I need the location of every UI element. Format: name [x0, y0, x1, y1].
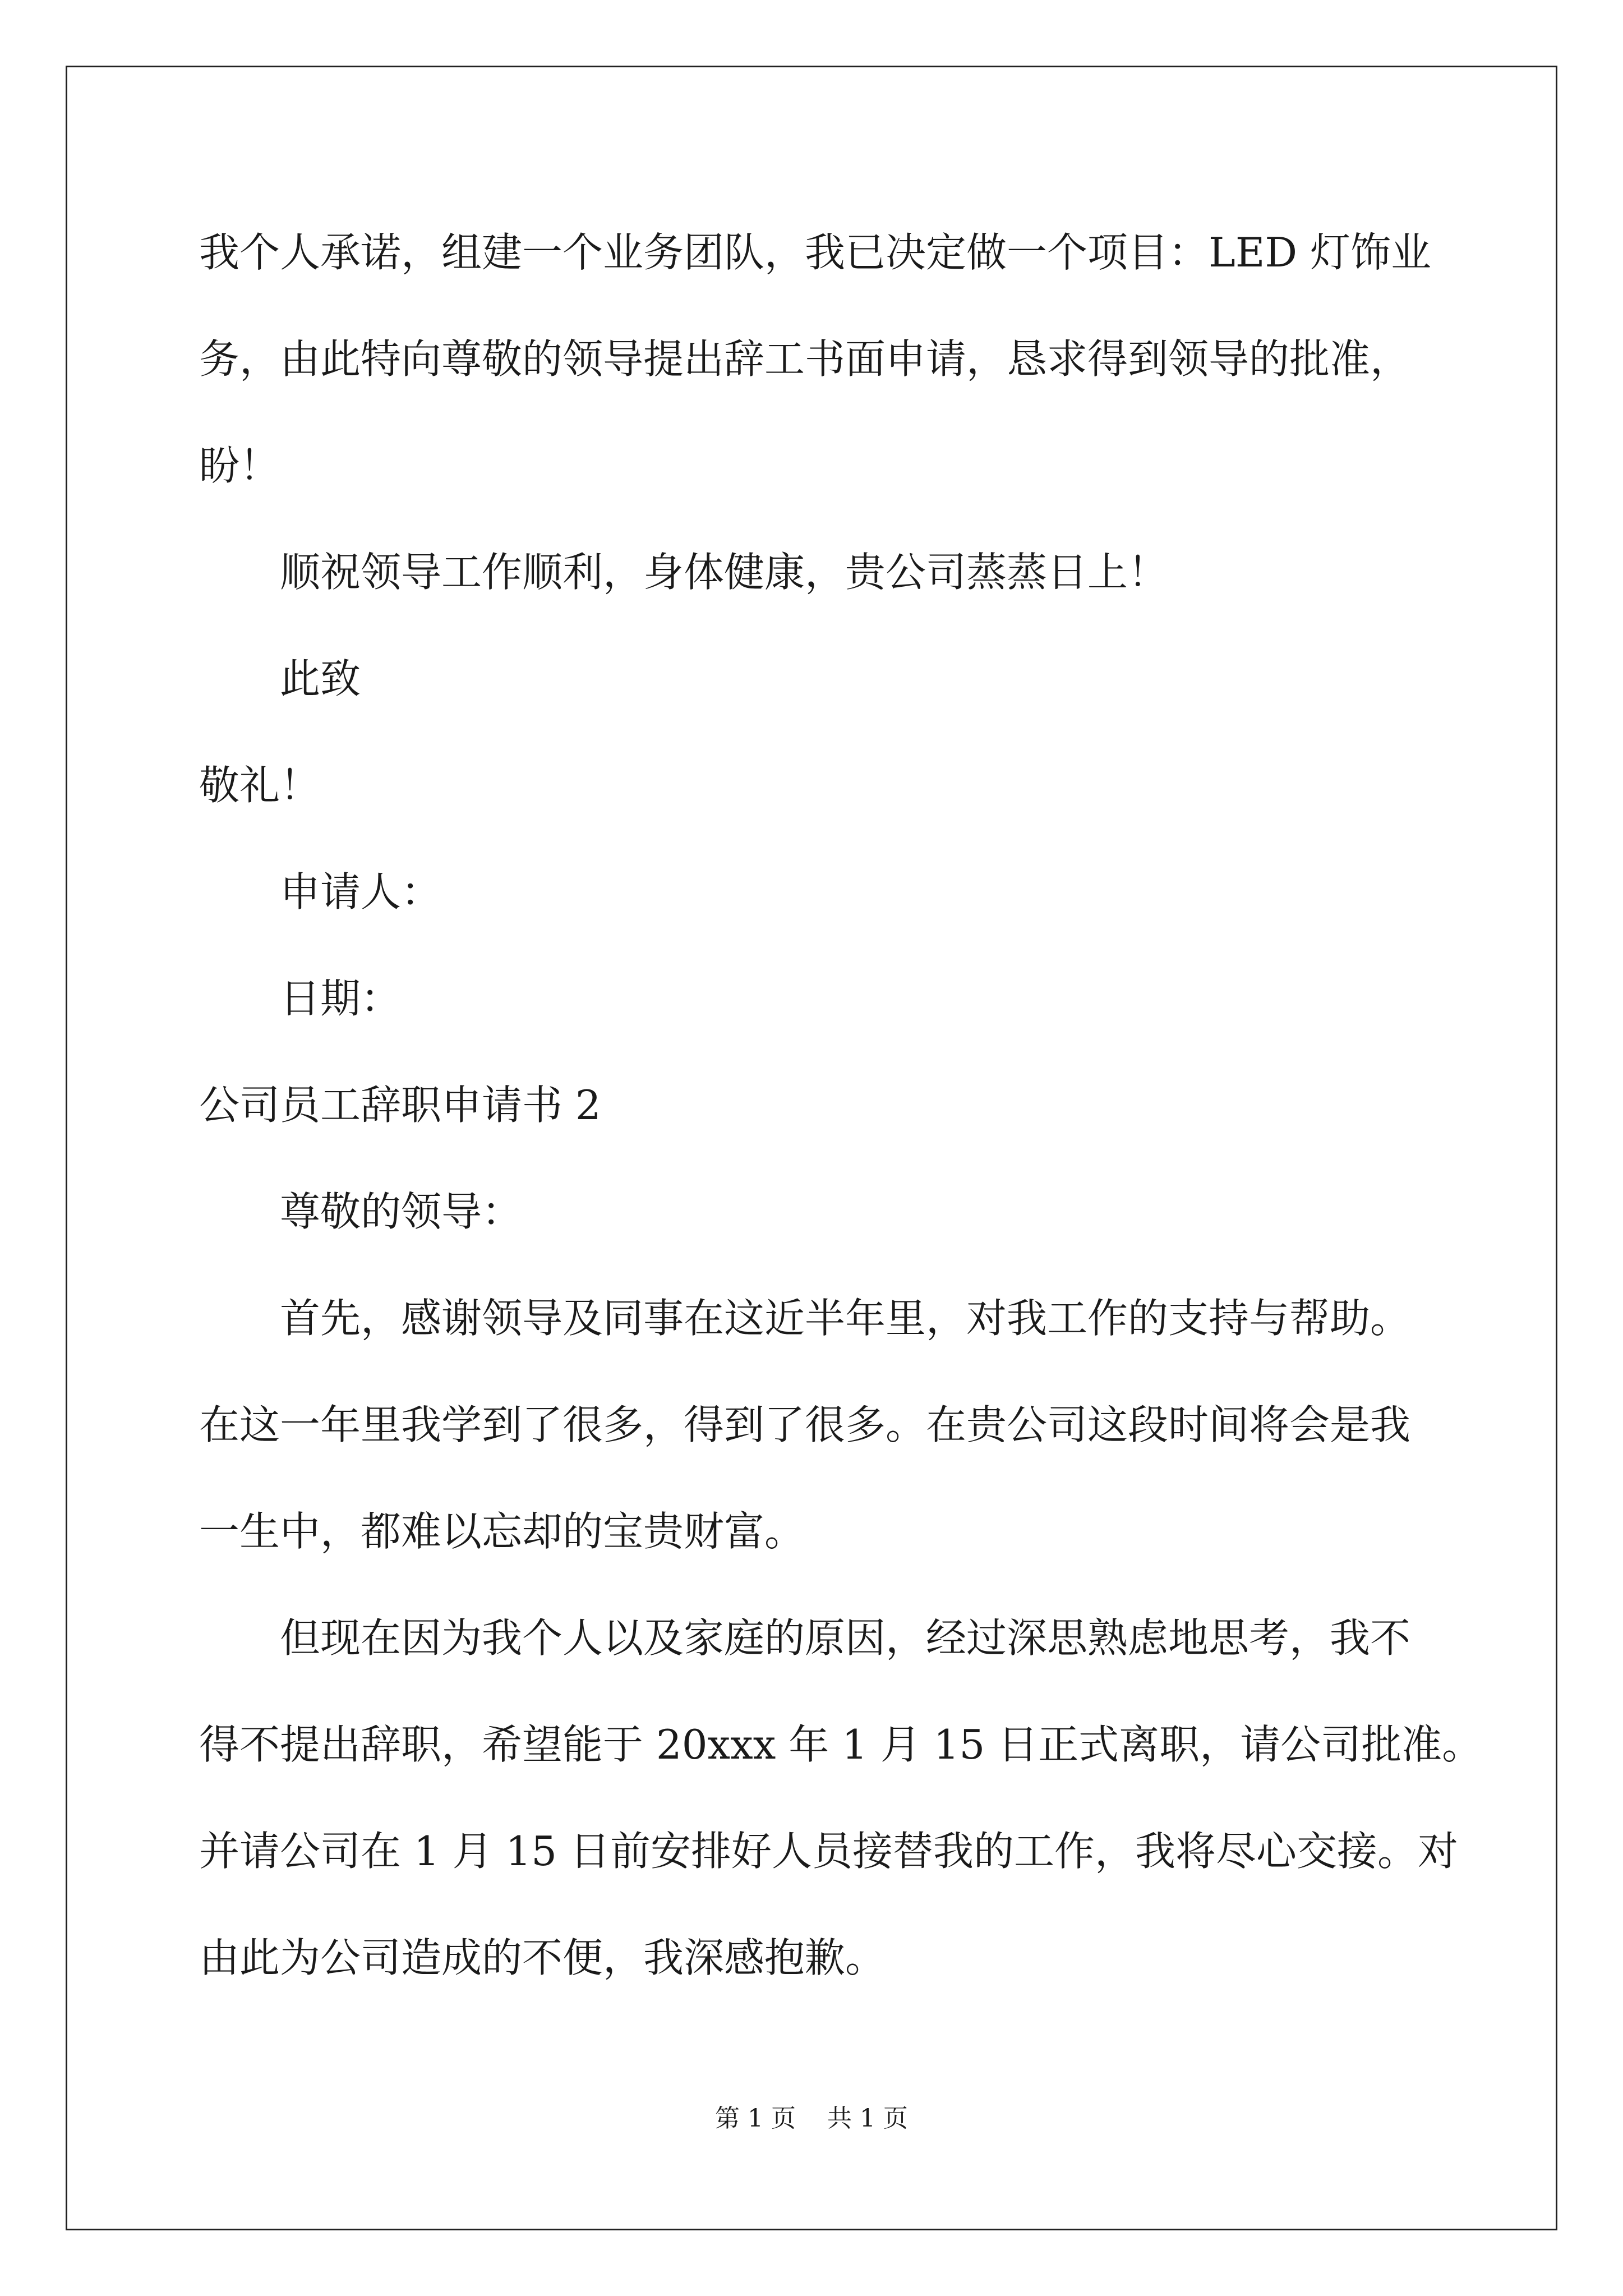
body-line-1: 我个人承诺，组建一个业务团队，我已决定做一个项目：LED 灯饰业 — [199, 229, 1431, 276]
greeting: 尊敬的领导： — [280, 1188, 523, 1235]
closing-wishes: 顺祝领导工作顺利，身体健康，贵公司蒸蒸日上！ — [280, 549, 1169, 596]
body-line-4: 首先，感谢领导及同事在这近半年里，对我工作的支持与帮助。 — [280, 1295, 1411, 1342]
salutation-ci-zhi: 此致 — [280, 655, 361, 702]
section-title: 公司员工辞职申请书 2 — [199, 1082, 601, 1129]
body-line-9: 并请公司在 1 月 15 日前安排好人员接替我的工作，我将尽心交接。对 — [199, 1828, 1458, 1875]
body-line-8: 得不提出辞职，希望能于 20xxx 年 1 月 15 日正式离职，请公司批准。 — [199, 1721, 1483, 1768]
date-label: 日期： — [280, 975, 402, 1022]
body-line-2: 务，由此特向尊敬的领导提出辞工书面申请，恳求得到领导的批准， — [199, 335, 1411, 383]
applicant-label: 申请人： — [280, 868, 442, 915]
page-border — [66, 66, 1557, 2230]
body-line-6: 一生中，都难以忘却的宝贵财富。 — [199, 1508, 805, 1555]
salutation-jing-li: 敬礼！ — [199, 762, 321, 809]
body-line-10: 由此为公司造成的不便，我深感抱歉。 — [199, 1934, 886, 1981]
page-footer: 第 1 页 共 1 页 — [715, 2104, 908, 2133]
body-line-3: 盼！ — [199, 442, 280, 489]
body-line-7: 但现在因为我个人以及家庭的原因，经过深思熟虑地思考，我不 — [280, 1614, 1411, 1662]
body-line-5: 在这一年里我学到了很多，得到了很多。在贵公司这段时间将会是我 — [199, 1401, 1411, 1448]
